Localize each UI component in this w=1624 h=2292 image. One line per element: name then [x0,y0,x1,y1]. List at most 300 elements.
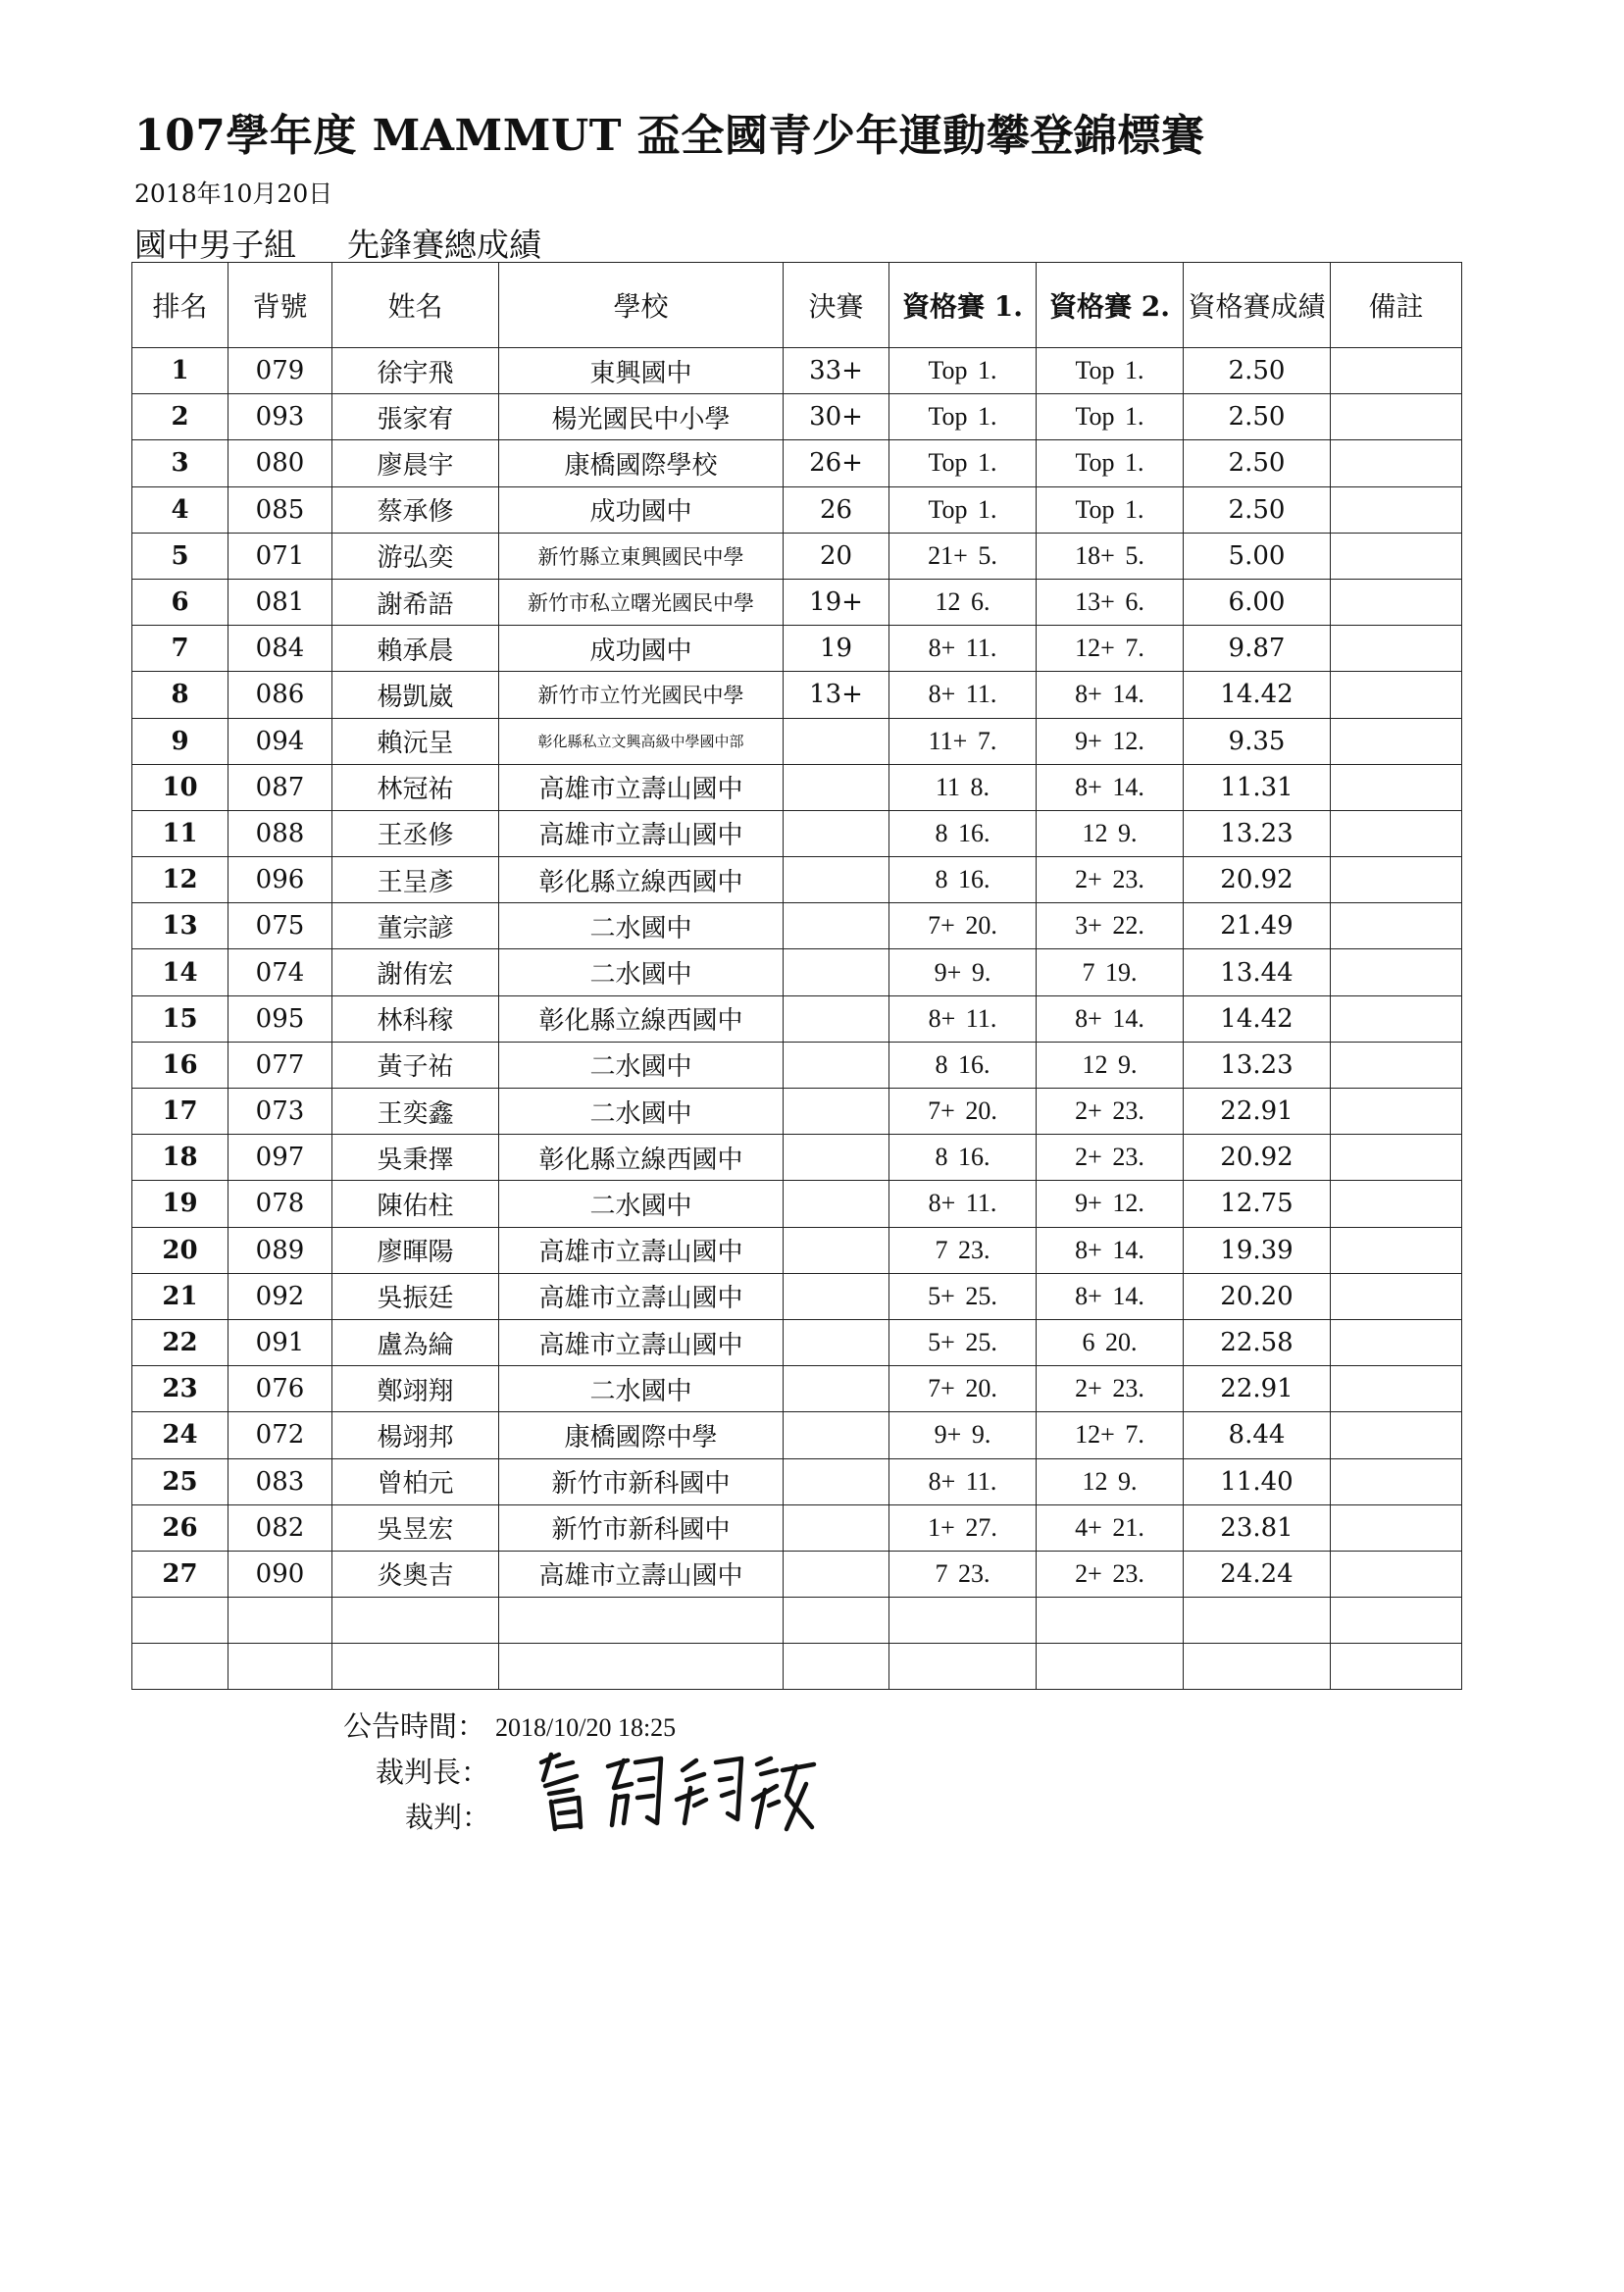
cell-bib: 077 [228,1042,332,1088]
cell-score: 22.58 [1184,1319,1331,1365]
empty-cell [1331,1644,1462,1690]
cell-qual1: 12 6. [889,579,1037,625]
table-row [132,1042,1462,1088]
table-row [132,440,1462,486]
cell-score: 13.44 [1184,949,1331,995]
division-name: 國中男子組 [134,226,296,264]
cell-rank: 22 [132,1319,228,1365]
cell-final [784,764,889,810]
empty-cell [332,1644,499,1690]
table-row [132,626,1462,672]
cell-school: 二水國中 [499,1366,784,1412]
table-row [132,1412,1462,1458]
cell-name: 曾柏元 [332,1458,499,1504]
cell-rank: 18 [132,1135,228,1181]
judge-signature [530,1741,824,1839]
cell-name: 廖暉陽 [332,1227,499,1273]
cell-score: 19.39 [1184,1227,1331,1273]
table-row [132,903,1462,949]
cell-notes [1331,1227,1462,1273]
cell-notes [1331,440,1462,486]
empty-cell [889,1598,1037,1644]
cell-final [784,1181,889,1227]
empty-cell [499,1598,784,1644]
cell-score: 11.40 [1184,1458,1331,1504]
cell-rank: 7 [132,626,228,672]
cell-bib: 088 [228,810,332,856]
cell-school: 二水國中 [499,1042,784,1088]
cell-qual2: 2+ 23. [1037,1551,1184,1597]
cell-qual1: 8+ 11. [889,1458,1037,1504]
cell-bib: 078 [228,1181,332,1227]
cell-notes [1331,857,1462,903]
empty-cell [1037,1598,1184,1644]
cell-notes [1331,1504,1462,1551]
cell-final [784,1504,889,1551]
competition-date: 2018年10月20日 [134,179,333,208]
cell-qual1: 5+ 25. [889,1319,1037,1365]
cell-name: 楊翊邦 [332,1412,499,1458]
cell-notes [1331,579,1462,625]
cell-name: 黃子祐 [332,1042,499,1088]
table-row [132,672,1462,718]
cell-qual2: 2+ 23. [1037,1366,1184,1412]
cell-school: 彰化縣立線西國中 [499,1135,784,1181]
cell-rank: 27 [132,1551,228,1597]
table-row [132,394,1462,440]
event-name: 先鋒賽總成績 [347,226,541,264]
cell-name: 林科稼 [332,995,499,1042]
cell-qual2: 2+ 23. [1037,1135,1184,1181]
column-header-bib: 背號 [228,263,332,348]
cell-rank: 21 [132,1273,228,1319]
cell-final: 19+ [784,579,889,625]
cell-school: 高雄市立壽山國中 [499,1551,784,1597]
cell-score: 14.42 [1184,672,1331,718]
cell-score: 23.81 [1184,1504,1331,1551]
table-row [132,810,1462,856]
table-row [132,1366,1462,1412]
cell-bib: 079 [228,348,332,394]
empty-cell [228,1598,332,1644]
cell-name: 陳佑柱 [332,1181,499,1227]
cell-name: 蔡承修 [332,486,499,533]
column-header-final: 決賽 [784,263,889,348]
cell-rank: 20 [132,1227,228,1273]
table-row [132,1089,1462,1135]
cell-score: 21.49 [1184,903,1331,949]
empty-cell [228,1644,332,1690]
cell-rank: 12 [132,857,228,903]
cell-qual2: 8+ 14. [1037,672,1184,718]
cell-final [784,857,889,903]
cell-name: 吳振廷 [332,1273,499,1319]
cell-rank: 9 [132,718,228,764]
cell-final: 26 [784,486,889,533]
cell-qual1: 7 23. [889,1227,1037,1273]
cell-score: 24.24 [1184,1551,1331,1597]
cell-qual1: 8 16. [889,1042,1037,1088]
cell-score: 2.50 [1184,440,1331,486]
cell-name: 徐宇飛 [332,348,499,394]
cell-notes [1331,1551,1462,1597]
cell-qual2: 8+ 14. [1037,1273,1184,1319]
cell-score: 5.00 [1184,533,1331,579]
cell-name: 董宗諺 [332,903,499,949]
column-header-notes: 備註 [1331,263,1462,348]
cell-notes [1331,486,1462,533]
cell-school: 成功國中 [499,626,784,672]
empty-cell [889,1644,1037,1690]
cell-score: 2.50 [1184,348,1331,394]
cell-school: 彰化縣立線西國中 [499,995,784,1042]
empty-cell [1037,1644,1184,1690]
empty-cell [332,1598,499,1644]
cell-qual2: 12+ 7. [1037,1412,1184,1458]
cell-bib: 089 [228,1227,332,1273]
cell-name: 游弘奕 [332,533,499,579]
table-row [132,718,1462,764]
cell-qual1: 8+ 11. [889,626,1037,672]
table-row [132,1551,1462,1597]
cell-rank: 19 [132,1181,228,1227]
cell-rank: 4 [132,486,228,533]
cell-name: 張家宥 [332,394,499,440]
cell-qual1: 1+ 27. [889,1504,1037,1551]
cell-notes [1331,1412,1462,1458]
cell-final [784,1551,889,1597]
cell-score: 2.50 [1184,486,1331,533]
cell-notes [1331,1458,1462,1504]
cell-score: 20.92 [1184,1135,1331,1181]
cell-rank: 13 [132,903,228,949]
cell-notes [1331,626,1462,672]
cell-score: 20.92 [1184,857,1331,903]
cell-rank: 25 [132,1458,228,1504]
cell-rank: 11 [132,810,228,856]
cell-final [784,1458,889,1504]
cell-final: 19 [784,626,889,672]
cell-qual2: 4+ 21. [1037,1504,1184,1551]
cell-qual2: Top 1. [1037,440,1184,486]
cell-notes [1331,533,1462,579]
announce-line [343,1705,676,1745]
cell-bib: 076 [228,1366,332,1412]
cell-final [784,995,889,1042]
table-row [132,1181,1462,1227]
cell-bib: 072 [228,1412,332,1458]
cell-notes [1331,1089,1462,1135]
cell-bib: 082 [228,1504,332,1551]
column-header-qual-score: 資格賽成績 [1184,263,1331,348]
cell-score: 2.50 [1184,394,1331,440]
cell-school: 新竹市私立曙光國民中學 [499,579,784,625]
cell-qual1: 8 16. [889,857,1037,903]
cell-qual2: 9+ 12. [1037,1181,1184,1227]
cell-name: 吳昱宏 [332,1504,499,1551]
cell-qual1: 8+ 11. [889,672,1037,718]
cell-name: 謝侑宏 [332,949,499,995]
cell-name: 王奕鑫 [332,1089,499,1135]
cell-final [784,1412,889,1458]
cell-bib: 097 [228,1135,332,1181]
empty-cell [499,1644,784,1690]
cell-school: 成功國中 [499,486,784,533]
cell-notes [1331,995,1462,1042]
cell-school: 二水國中 [499,1089,784,1135]
cell-bib: 091 [228,1319,332,1365]
cell-notes [1331,810,1462,856]
division-heading [134,220,541,266]
cell-rank: 2 [132,394,228,440]
cell-notes [1331,1181,1462,1227]
cell-bib: 074 [228,949,332,995]
table-row [132,486,1462,533]
cell-final [784,949,889,995]
cell-qual2: 2+ 23. [1037,1089,1184,1135]
table-row [132,1135,1462,1181]
cell-qual2: 7 19. [1037,949,1184,995]
cell-qual2: 12 9. [1037,810,1184,856]
cell-bib: 093 [228,394,332,440]
cell-name: 廖晨宇 [332,440,499,486]
cell-qual1: 8+ 11. [889,1181,1037,1227]
cell-qual1: 21+ 5. [889,533,1037,579]
cell-qual1: 7+ 20. [889,1366,1037,1412]
cell-score: 22.91 [1184,1366,1331,1412]
cell-notes [1331,1366,1462,1412]
table-row [132,949,1462,995]
cell-school: 楊光國民中小學 [499,394,784,440]
column-header-qual1: 資格賽 1. [889,263,1037,348]
cell-name: 林冠祐 [332,764,499,810]
page-title: 107學年度 MAMMUT 盃全國青少年運動攀登錦標賽 [134,111,1205,161]
empty-cell [132,1598,228,1644]
cell-name: 吳秉擇 [332,1135,499,1181]
cell-name: 王丞修 [332,810,499,856]
empty-cell [132,1644,228,1690]
column-header-name: 姓名 [332,263,499,348]
cell-qual1: 8+ 11. [889,995,1037,1042]
cell-bib: 071 [228,533,332,579]
cell-notes [1331,1135,1462,1181]
cell-school: 高雄市立壽山國中 [499,1319,784,1365]
cell-name: 賴沅呈 [332,718,499,764]
cell-rank: 26 [132,1504,228,1551]
table-row [132,764,1462,810]
table-row [132,579,1462,625]
cell-name: 鄭翊翔 [332,1366,499,1412]
cell-school: 二水國中 [499,1181,784,1227]
cell-rank: 3 [132,440,228,486]
cell-name: 王呈彥 [332,857,499,903]
cell-notes [1331,764,1462,810]
cell-qual1: 9+ 9. [889,949,1037,995]
cell-score: 12.75 [1184,1181,1331,1227]
empty-cell [784,1644,889,1690]
cell-bib: 084 [228,626,332,672]
cell-qual1: 11 8. [889,764,1037,810]
cell-bib: 086 [228,672,332,718]
empty-cell [784,1598,889,1644]
results-body [132,348,1462,1690]
cell-school: 彰化縣立線西國中 [499,857,784,903]
table-header-row [132,263,1462,348]
cell-qual2: 8+ 14. [1037,764,1184,810]
cell-rank: 24 [132,1412,228,1458]
cell-bib: 094 [228,718,332,764]
cell-final: 26+ [784,440,889,486]
cell-school: 康橋國際中學 [499,1412,784,1458]
cell-bib: 096 [228,857,332,903]
empty-cell [1184,1644,1331,1690]
cell-qual2: 12+ 7. [1037,626,1184,672]
cell-notes [1331,394,1462,440]
announce-label: 公告時間： [343,1709,486,1743]
cell-school: 彰化縣私立文興高級中學國中部 [499,718,784,764]
cell-qual1: Top 1. [889,394,1037,440]
cell-qual1: 11+ 7. [889,718,1037,764]
cell-notes [1331,1319,1462,1365]
cell-rank: 15 [132,995,228,1042]
cell-final [784,1319,889,1365]
cell-school: 新竹市新科國中 [499,1504,784,1551]
cell-name: 炎奧吉 [332,1551,499,1597]
cell-qual2: 18+ 5. [1037,533,1184,579]
cell-final: 13+ [784,672,889,718]
cell-score: 22.91 [1184,1089,1331,1135]
table-row [132,348,1462,394]
cell-school: 高雄市立壽山國中 [499,1273,784,1319]
table-row [132,995,1462,1042]
cell-rank: 17 [132,1089,228,1135]
table-row [132,1273,1462,1319]
cell-score: 14.42 [1184,995,1331,1042]
cell-rank: 6 [132,579,228,625]
cell-qual1: Top 1. [889,348,1037,394]
cell-bib: 085 [228,486,332,533]
cell-final: 30+ [784,394,889,440]
empty-row [132,1598,1462,1644]
cell-qual2: 13+ 6. [1037,579,1184,625]
cell-score: 13.23 [1184,1042,1331,1088]
cell-bib: 080 [228,440,332,486]
cell-final [784,1227,889,1273]
cell-bib: 087 [228,764,332,810]
cell-qual2: 6 20. [1037,1319,1184,1365]
cell-score: 13.23 [1184,810,1331,856]
cell-name: 謝希語 [332,579,499,625]
cell-score: 20.20 [1184,1273,1331,1319]
cell-final [784,1366,889,1412]
cell-notes [1331,718,1462,764]
table-row [132,1504,1462,1551]
cell-name: 盧為綸 [332,1319,499,1365]
cell-rank: 16 [132,1042,228,1088]
cell-bib: 083 [228,1458,332,1504]
cell-school: 新竹縣立東興國民中學 [499,533,784,579]
table-row [132,533,1462,579]
cell-final [784,810,889,856]
announce-time: 2018/10/20 18:25 [495,1713,677,1742]
cell-qual2: 12 9. [1037,1042,1184,1088]
table-row [132,1227,1462,1273]
cell-school: 二水國中 [499,949,784,995]
cell-bib: 090 [228,1551,332,1597]
cell-rank: 1 [132,348,228,394]
empty-row [132,1644,1462,1690]
cell-notes [1331,1273,1462,1319]
cell-qual1: 9+ 9. [889,1412,1037,1458]
cell-qual2: 2+ 23. [1037,857,1184,903]
cell-qual1: 8 16. [889,1135,1037,1181]
cell-school: 東興國中 [499,348,784,394]
cell-score: 9.87 [1184,626,1331,672]
cell-bib: 092 [228,1273,332,1319]
cell-school: 康橋國際學校 [499,440,784,486]
cell-school: 高雄市立壽山國中 [499,1227,784,1273]
cell-name: 楊凱崴 [332,672,499,718]
cell-name: 賴承晨 [332,626,499,672]
cell-rank: 23 [132,1366,228,1412]
column-header-school: 學校 [499,263,784,348]
cell-qual2: 8+ 14. [1037,995,1184,1042]
cell-qual1: Top 1. [889,440,1037,486]
chief-judge-label: 裁判長： [376,1756,490,1789]
column-header-rank: 排名 [132,263,228,348]
cell-rank: 5 [132,533,228,579]
cell-bib: 075 [228,903,332,949]
cell-notes [1331,348,1462,394]
cell-qual2: Top 1. [1037,348,1184,394]
cell-rank: 10 [132,764,228,810]
cell-qual2: 9+ 12. [1037,718,1184,764]
cell-qual2: Top 1. [1037,486,1184,533]
empty-cell [1331,1598,1462,1644]
cell-qual1: 8 16. [889,810,1037,856]
cell-notes [1331,1042,1462,1088]
empty-cell [1184,1598,1331,1644]
cell-final [784,903,889,949]
cell-final: 20 [784,533,889,579]
column-header-qual2: 資格賽 2. [1037,263,1184,348]
cell-final [784,718,889,764]
cell-score: 9.35 [1184,718,1331,764]
cell-notes [1331,903,1462,949]
cell-school: 新竹市立竹光國民中學 [499,672,784,718]
cell-final [784,1273,889,1319]
cell-score: 8.44 [1184,1412,1331,1458]
cell-qual1: Top 1. [889,486,1037,533]
cell-qual1: 7+ 20. [889,1089,1037,1135]
judge-label: 裁判： [405,1801,491,1834]
cell-final: 33+ [784,348,889,394]
cell-qual1: 7+ 20. [889,903,1037,949]
cell-qual2: 12 9. [1037,1458,1184,1504]
cell-final [784,1042,889,1088]
cell-notes [1331,949,1462,995]
cell-school: 二水國中 [499,903,784,949]
table-row [132,1458,1462,1504]
cell-qual2: 8+ 14. [1037,1227,1184,1273]
cell-school: 新竹市新科國中 [499,1458,784,1504]
cell-bib: 081 [228,579,332,625]
cell-qual2: Top 1. [1037,394,1184,440]
cell-bib: 095 [228,995,332,1042]
cell-rank: 14 [132,949,228,995]
cell-score: 11.31 [1184,764,1331,810]
results-table [131,262,1462,1690]
